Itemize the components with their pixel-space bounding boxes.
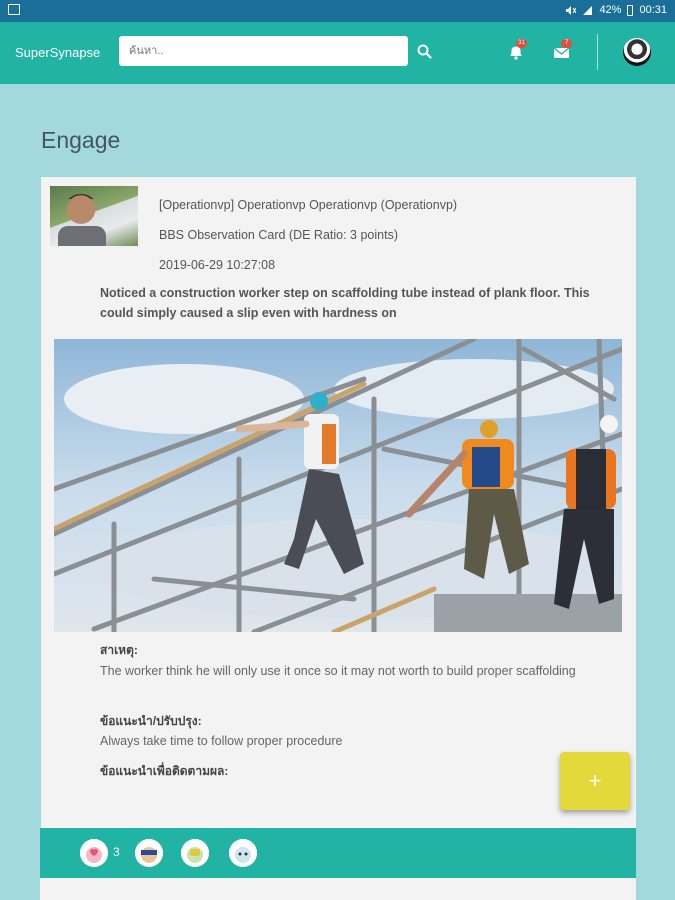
avatar-face [64, 194, 98, 246]
clock: 00:31 [639, 4, 667, 16]
search-icon[interactable] [415, 42, 435, 62]
post-description: Noticed a construction worker step on scaffolding tube instead of plank floor. This could simply caused a slip even with hardness on [100, 286, 590, 320]
user-avatar[interactable] [623, 38, 651, 66]
battery-icon [627, 5, 633, 16]
post-card-type: BBS Observation Card (DE Ratio: 3 points) [159, 228, 398, 242]
post-author[interactable]: [Operationvp] Operationvp Operationvp (Operationvp) [159, 198, 458, 212]
mail-badge: 7 [561, 39, 572, 48]
gallery-icon [8, 4, 20, 15]
add-post-button[interactable]: + [560, 752, 630, 810]
appbar-divider [597, 34, 598, 70]
followup-label: ข้อแนะนำเพื่อติดตามผล: [100, 764, 229, 778]
status-bar [0, 0, 675, 22]
love-reaction-icon[interactable] [80, 839, 108, 867]
notification-badge: 31 [516, 39, 527, 48]
suggestion-text: Always take time to follow proper procedure [100, 734, 343, 748]
mute-icon [565, 5, 576, 16]
love-reaction-count: 3 [113, 845, 120, 859]
comment-area[interactable] [40, 878, 636, 900]
page-title: Engage [41, 127, 121, 153]
mail-icon[interactable] [551, 42, 573, 62]
reaction-bar [40, 828, 636, 878]
author-avatar[interactable] [50, 186, 138, 246]
cause-label: สาเหตุ: [100, 643, 138, 657]
post-timestamp: 2019-06-29 10:27:08 [159, 258, 276, 272]
post-photo[interactable] [54, 339, 622, 632]
battery-percent: 42% [599, 4, 622, 16]
cause-text: The worker think he will only use it once so it may not worth to build proper scaffolding [100, 664, 576, 678]
app-brand[interactable]: SuperSynapse [15, 45, 101, 60]
comment-reaction-icon[interactable] [229, 839, 257, 867]
signal-icon [582, 5, 593, 16]
suggestion-label: ข้อแนะนำ/ปรับปรุง: [100, 714, 202, 728]
app-bar [0, 22, 675, 84]
post-card [41, 177, 636, 900]
notification-bell-icon[interactable] [506, 42, 526, 62]
praise-reaction-icon[interactable] [181, 839, 209, 867]
share-reaction-icon[interactable] [135, 839, 163, 867]
search-input[interactable] [119, 36, 408, 66]
status-icons [565, 4, 667, 16]
